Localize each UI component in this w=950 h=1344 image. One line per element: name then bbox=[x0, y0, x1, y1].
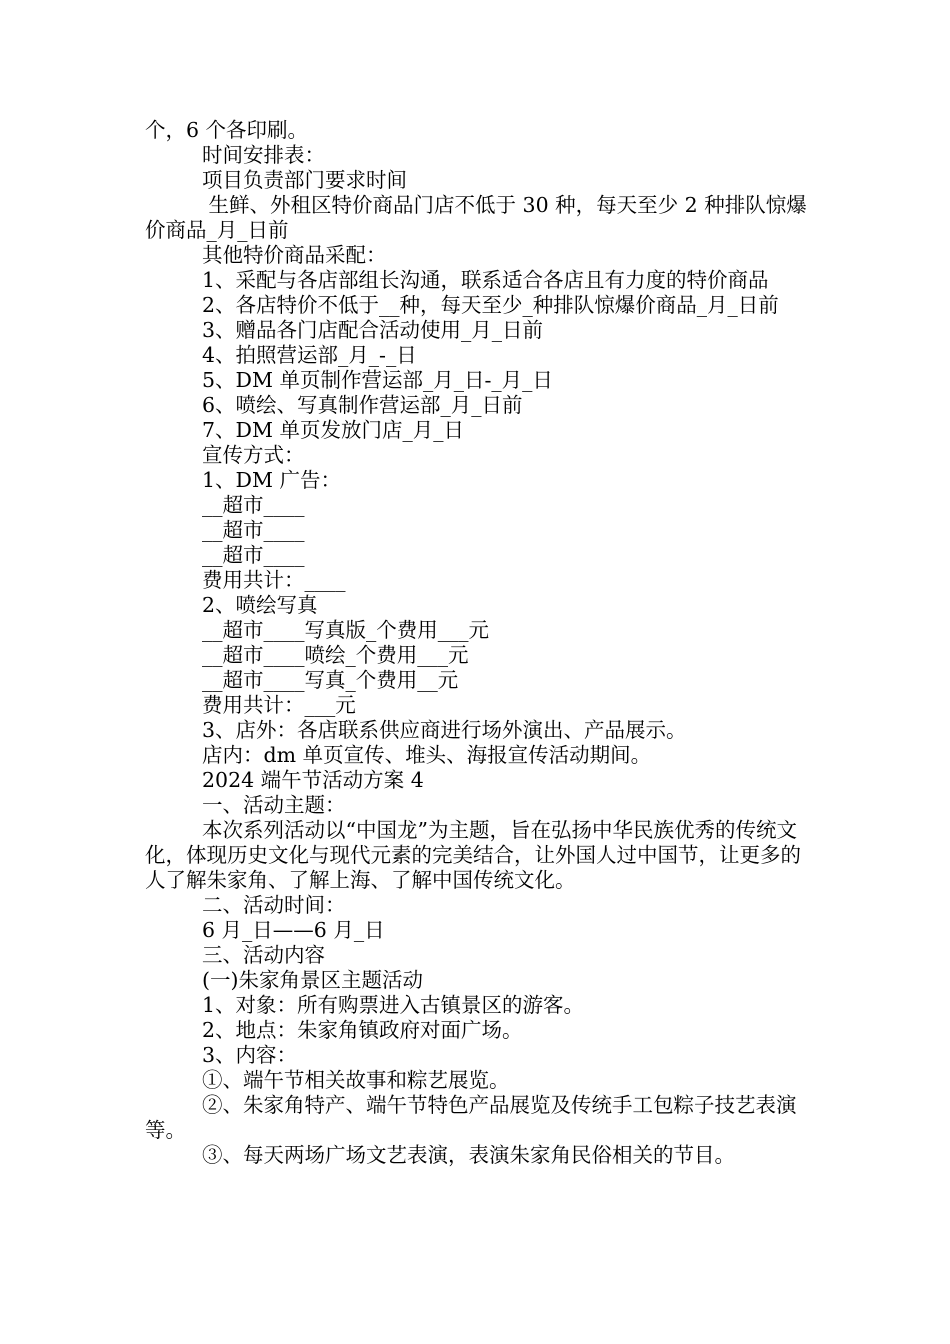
text-line-20: __超市____喷绘_个费用___元 bbox=[202, 643, 469, 667]
text-line-2: 项目负责部门要求时间 bbox=[202, 168, 407, 192]
text-line-17: 费用共计：____ bbox=[202, 568, 346, 592]
text-line-27: 本次系列活动以“中国龙”为主题，旨在弘扬中华民族优秀的传统文化，体现历史文化与现代元素的完美结合，让外国人过中国节，让更多的人了解朱家角、了解上海、了解中国传统文化。 bbox=[145, 818, 801, 892]
text-line-10: 6、喷绘、写真制作营运部_月_日前 bbox=[202, 393, 523, 417]
text-line-0: 个，6 个各印刷。 bbox=[145, 118, 309, 142]
text-line-3: 生鲜、外租区特价商品门店不低于 30 种，每天至少 2 种排队惊爆价商品_月_日前 bbox=[145, 193, 807, 242]
text-line-36: ②、朱家角特产、端午节特色产品展览及传统手工包粽子技艺表演等。 bbox=[145, 1093, 797, 1142]
text-line-32: 1、对象：所有购票进入古镇景区的游客。 bbox=[202, 993, 585, 1017]
text-line-9: 5、DM 单页制作营运部_月_日-_月_日 bbox=[202, 368, 553, 392]
text-line-37: ③、每天两场广场文艺表演，表演朱家角民俗相关的节目。 bbox=[202, 1143, 735, 1167]
text-line-34: 3、内容： bbox=[202, 1043, 298, 1067]
text-line-23: 3、店外：各店联系供应商进行场外演出、产品展示。 bbox=[202, 718, 687, 742]
text-line-16: __超市____ bbox=[202, 543, 305, 567]
text-line-19: __超市____写真版_个费用___元 bbox=[202, 618, 489, 642]
text-line-29: 6 月_日——6 月_日 bbox=[202, 918, 385, 942]
text-line-11: 7、DM 单页发放门店_月_日 bbox=[202, 418, 464, 442]
text-line-31: (一)朱家角景区主题活动 bbox=[202, 968, 423, 992]
text-line-30: 三、活动内容 bbox=[202, 943, 325, 967]
text-line-22: 费用共计：___元 bbox=[202, 693, 356, 717]
text-line-7: 3、赠品各门店配合活动使用_月_日前 bbox=[202, 318, 544, 342]
text-line-28: 二、活动时间： bbox=[202, 893, 346, 917]
text-line-4: 其他特价商品采配： bbox=[202, 243, 387, 267]
text-line-21: __超市____写真_个费用__元 bbox=[202, 668, 459, 692]
text-line-13: 1、DM 广告： bbox=[202, 468, 341, 492]
text-line-8: 4、拍照营运部_月_-_日 bbox=[202, 343, 417, 367]
text-line-1: 时间安排表： bbox=[202, 143, 325, 167]
text-line-18: 2、喷绘写真 bbox=[202, 593, 318, 617]
text-line-25: 2024 端午节活动方案 4 bbox=[202, 768, 424, 792]
text-line-35: ①、端午节相关故事和粽艺展览。 bbox=[202, 1068, 510, 1092]
text-line-14: __超市____ bbox=[202, 493, 305, 517]
text-line-6: 2、各店特价不低于__种，每天至少_种排队惊爆价商品_月_日前 bbox=[202, 293, 779, 317]
text-line-15: __超市____ bbox=[202, 518, 305, 542]
document-body bbox=[145, 118, 810, 1168]
text-line-26: 一、活动主题： bbox=[202, 793, 346, 817]
text-line-5: 1、采配与各店部组长沟通，联系适合各店且有力度的特价商品 bbox=[202, 268, 769, 292]
text-line-33: 2、地点：朱家角镇政府对面广场。 bbox=[202, 1018, 523, 1042]
text-line-24: 店内：dm 单页宣传、堆头、海报宣传活动期间。 bbox=[202, 743, 652, 767]
text-line-12: 宣传方式： bbox=[202, 443, 305, 467]
